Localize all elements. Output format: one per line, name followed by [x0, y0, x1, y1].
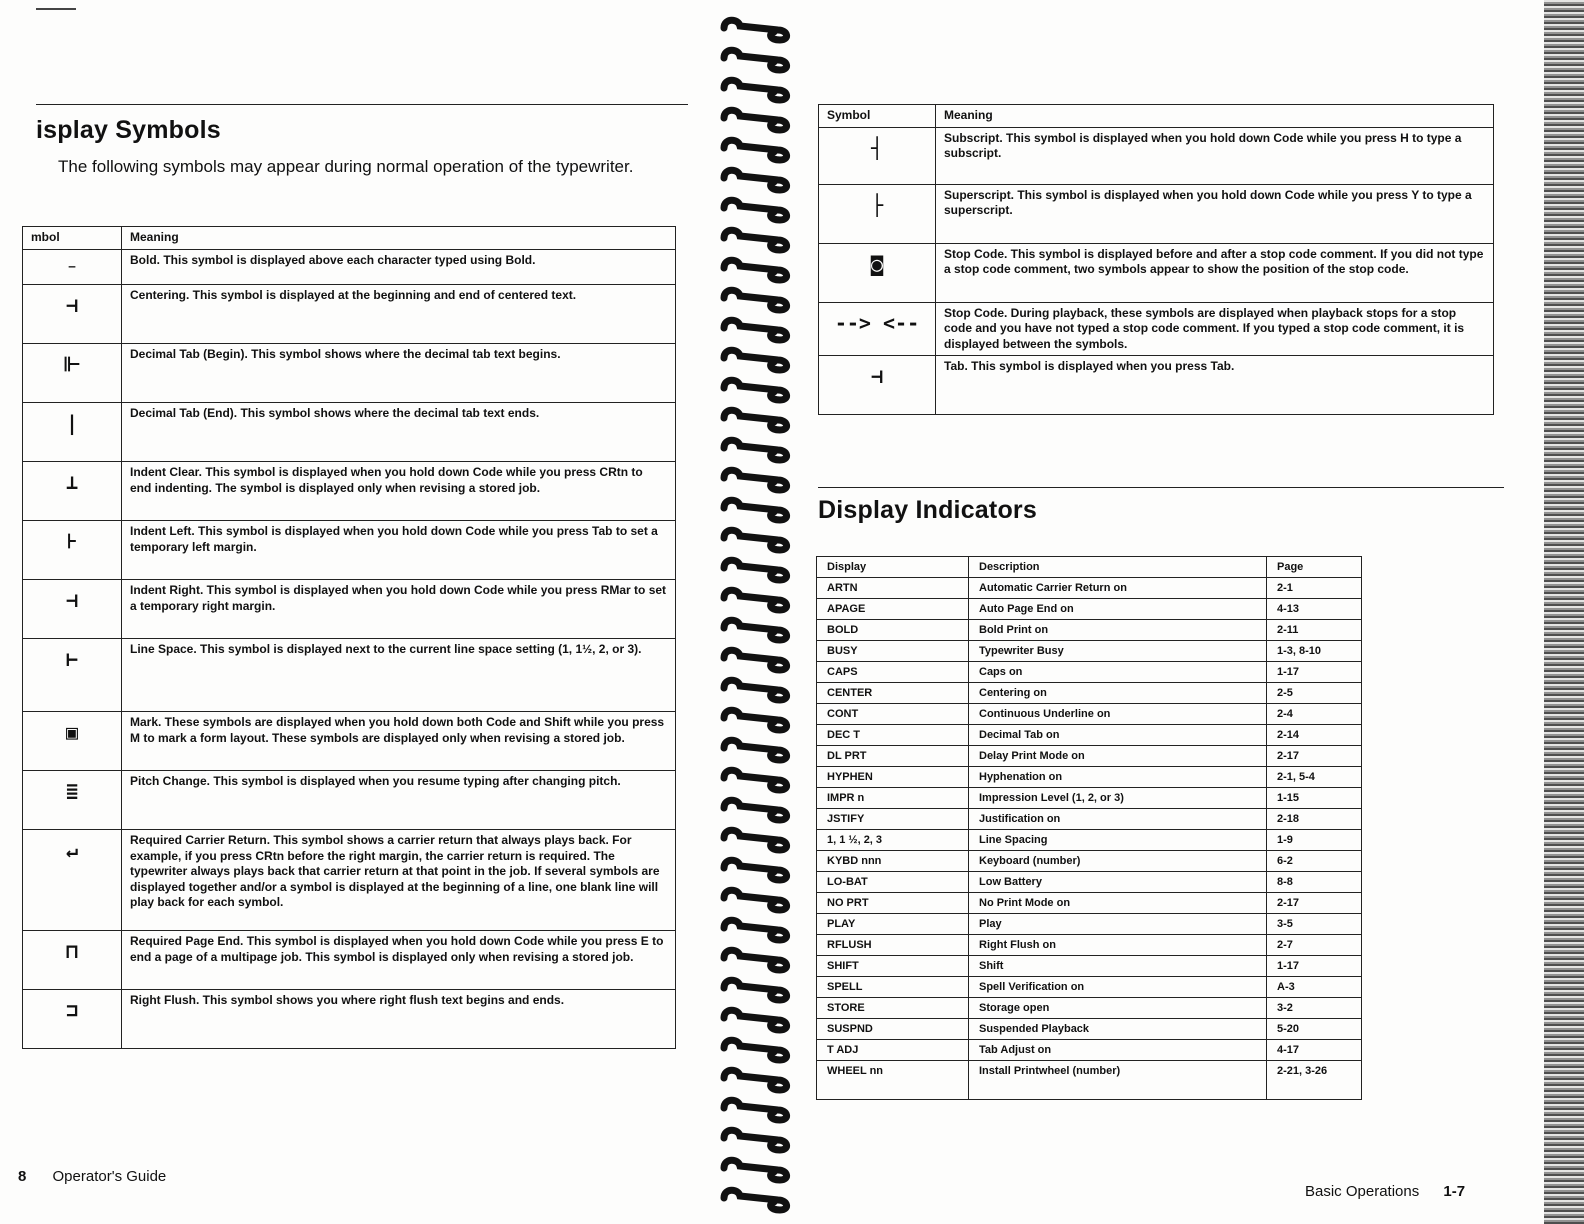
heading-rule: [36, 104, 688, 105]
table-row: [23, 931, 676, 990]
table-row: [817, 956, 1362, 977]
column-header-symbol: Symbol: [819, 105, 936, 128]
symbol-cell: [819, 127, 936, 184]
binding-ring: [718, 104, 794, 134]
indicators-table-body: [817, 578, 1362, 1100]
description-cell: Continuous Underline on: [969, 704, 1267, 725]
meaning-cell: Tab. This symbol is displayed when you press Tab.: [936, 356, 1494, 415]
table-row: [23, 344, 676, 403]
table-row: [817, 1019, 1362, 1040]
symbol-cell: [819, 243, 936, 302]
display-symbol-icon: ⊥: [65, 470, 79, 494]
page-ref-cell: 2-14: [1267, 725, 1362, 746]
display-code-cell: SHIFT: [817, 956, 969, 977]
binding-ring: [718, 254, 794, 284]
display-symbol-icon: ┤: [870, 135, 884, 160]
meaning-cell: Mark. These symbols are displayed when you hold down both Code and Shift while you press M to mark a form layout. These symbols are displayed only when revising a stored job.: [122, 712, 676, 771]
table-header-row: [817, 557, 1362, 578]
display-code-cell: RFLUSH: [817, 935, 969, 956]
description-cell: Bold Print on: [969, 620, 1267, 641]
table-row: [817, 641, 1362, 662]
page-ref-cell: 4-13: [1267, 599, 1362, 620]
meaning-cell: Indent Clear. This symbol is displayed when you hold down Code while you press CRtn to end indenting. The symbol is displayed only when revising a stored job.: [122, 462, 676, 521]
symbol-cell: [23, 712, 122, 771]
display-code-cell: STORE: [817, 998, 969, 1019]
left-page: [0, 0, 700, 1224]
binding-ring: [718, 674, 794, 704]
symbol-cell: [23, 639, 122, 712]
table-row: [817, 872, 1362, 893]
binding-ring: [718, 494, 794, 524]
binding-ring: [718, 404, 794, 434]
symbols-table-body: [23, 249, 676, 1049]
display-code-cell: BUSY: [817, 641, 969, 662]
description-cell: Decimal Tab on: [969, 725, 1267, 746]
page-ref-cell: 3-2: [1267, 998, 1362, 1019]
display-code-cell: PLAY: [817, 914, 969, 935]
page-ref-cell: 2-21, 3-26: [1267, 1061, 1362, 1100]
description-cell: Centering on: [969, 683, 1267, 704]
binding-ring: [718, 1124, 794, 1154]
meaning-cell: Decimal Tab (Begin). This symbol shows where the decimal tab text begins.: [122, 344, 676, 403]
meaning-cell: Indent Right. This symbol is displayed when you hold down Code while you press RMar to set a temporary right margin.: [122, 580, 676, 639]
meaning-cell: Right Flush. This symbol shows you where right flush text begins and ends.: [122, 990, 676, 1049]
table-row: [817, 1040, 1362, 1061]
description-cell: Tab Adjust on: [969, 1040, 1267, 1061]
binding-ring: [718, 374, 794, 404]
display-symbol-icon: ↵: [65, 838, 79, 862]
binding-ring: [718, 344, 794, 374]
table-row: [817, 893, 1362, 914]
page-ref-cell: 2-1, 5-4: [1267, 767, 1362, 788]
symbol-cell: [23, 249, 122, 285]
table-row: [817, 746, 1362, 767]
spiral-binding: [712, 0, 802, 1224]
description-cell: Shift: [969, 956, 1267, 977]
binding-ring: [718, 1094, 794, 1124]
column-header-meaning: Meaning: [936, 105, 1494, 128]
table-row: [817, 578, 1362, 599]
meaning-cell: Indent Left. This symbol is displayed when you hold down Code while you press Tab to set a temporary left margin.: [122, 521, 676, 580]
table-row: [817, 725, 1362, 746]
binding-ring: [718, 524, 794, 554]
symbol-cell: [23, 521, 122, 580]
display-symbol-icon: ≣: [65, 779, 79, 803]
table-row: [23, 521, 676, 580]
display-symbol-icon: ⊣: [65, 588, 79, 612]
binding-ring: [718, 944, 794, 974]
binding-ring: [718, 824, 794, 854]
page-ref-cell: 4-17: [1267, 1040, 1362, 1061]
description-cell: Keyboard (number): [969, 851, 1267, 872]
display-code-cell: JSTIFY: [817, 809, 969, 830]
description-cell: Right Flush on: [969, 935, 1267, 956]
symbol-cell: [23, 285, 122, 344]
page-title: isplay Symbols: [36, 116, 221, 144]
display-symbol-icon: ⊣: [870, 364, 884, 388]
description-cell: Storage open: [969, 998, 1267, 1019]
table-row: [817, 620, 1362, 641]
page-ref-cell: 1-9: [1267, 830, 1362, 851]
binding-ring: [718, 1064, 794, 1094]
display-code-cell: DEC T: [817, 725, 969, 746]
table-row: [817, 704, 1362, 725]
description-cell: Hyphenation on: [969, 767, 1267, 788]
page-ref-cell: 2-17: [1267, 746, 1362, 767]
meaning-cell: Superscript. This symbol is displayed when you hold down Code while you press Y to type a superscript.: [936, 184, 1494, 243]
display-symbol-icon: ⊢: [65, 647, 79, 671]
display-symbol-icon: --> <--: [834, 310, 920, 335]
right-page: [800, 0, 1584, 1224]
symbol-cell: [23, 931, 122, 990]
display-code-cell: ARTN: [817, 578, 969, 599]
table-row: [23, 639, 676, 712]
binding-ring: [718, 704, 794, 734]
symbol-cell: [819, 302, 936, 356]
binding-ring: [718, 164, 794, 194]
binding-ring: [718, 284, 794, 314]
table-row: [23, 712, 676, 771]
description-cell: No Print Mode on: [969, 893, 1267, 914]
table-row: [817, 662, 1362, 683]
display-code-cell: HYPHEN: [817, 767, 969, 788]
table-row: [23, 403, 676, 462]
page-ref-cell: 2-11: [1267, 620, 1362, 641]
symbol-cell: [23, 771, 122, 830]
binding-ring: [718, 1154, 794, 1184]
display-symbol-icon: ⊦: [66, 529, 78, 553]
column-header-display: Display: [817, 557, 969, 578]
page-ref-cell: 2-7: [1267, 935, 1362, 956]
description-cell: Impression Level (1, 2, or 3): [969, 788, 1267, 809]
meaning-cell: Stop Code. During playback, these symbols are displayed when playback stops for a stop code and you have not typed a stop code comment. If you typed a stop code comment, it is displayed between the symbols.: [936, 302, 1494, 356]
description-cell: Delay Print Mode on: [969, 746, 1267, 767]
meaning-cell: Required Page End. This symbol is displayed when you hold down Code while you press E to end a page of a multipage job. This symbol is displayed only when revising a stored job.: [122, 931, 676, 990]
description-cell: Auto Page End on: [969, 599, 1267, 620]
table-row: [819, 127, 1494, 184]
page-ref-cell: 2-17: [1267, 893, 1362, 914]
binding-ring: [718, 1004, 794, 1034]
table-row: [817, 914, 1362, 935]
table-row: [817, 851, 1362, 872]
description-cell: Suspended Playback: [969, 1019, 1267, 1040]
display-symbol-icon: ⁻: [65, 257, 79, 282]
meaning-cell: Pitch Change. This symbol is displayed when you resume typing after changing pitch.: [122, 771, 676, 830]
binding-ring: [718, 794, 794, 824]
footer-page-number: 1-7: [1443, 1183, 1466, 1200]
page-ref-cell: 2-4: [1267, 704, 1362, 725]
display-symbol-icon: ⊩: [63, 352, 81, 376]
page-ref-cell: 1-17: [1267, 662, 1362, 683]
display-symbol-icon: ⊓: [65, 939, 79, 963]
description-cell: Typewriter Busy: [969, 641, 1267, 662]
page-ref-cell: 5-20: [1267, 1019, 1362, 1040]
display-code-cell: SUSPND: [817, 1019, 969, 1040]
binding-ring: [718, 134, 794, 164]
display-code-cell: WHEEL nn: [817, 1061, 969, 1100]
symbol-cell: [23, 403, 122, 462]
page-ref-cell: 8-8: [1267, 872, 1362, 893]
table-row: [23, 830, 676, 931]
column-header-symbol: mbol: [23, 227, 122, 250]
description-cell: Caps on: [969, 662, 1267, 683]
symbol-cell: [23, 462, 122, 521]
table-row: [817, 830, 1362, 851]
description-cell: Install Printwheel (number): [969, 1061, 1267, 1100]
table-row: [817, 599, 1362, 620]
indicators-heading: Display Indicators: [818, 496, 1037, 524]
table-row: [817, 998, 1362, 1019]
table-row: [23, 462, 676, 521]
display-symbol-icon: |: [65, 411, 79, 435]
page-ref-cell: 2-5: [1267, 683, 1362, 704]
display-symbol-icon: ◙: [870, 251, 884, 276]
description-cell: Low Battery: [969, 872, 1267, 893]
footer-left: [18, 1168, 166, 1185]
symbol-cell: [819, 184, 936, 243]
binding-ring: [718, 644, 794, 674]
display-code-cell: T ADJ: [817, 1040, 969, 1061]
display-code-cell: NO PRT: [817, 893, 969, 914]
meaning-cell: Line Space. This symbol is displayed next to the current line space setting (1, 1½, 2, or 3).: [122, 639, 676, 712]
page-ref-cell: 2-18: [1267, 809, 1362, 830]
footer-section-title: Basic Operations: [1305, 1183, 1420, 1200]
description-cell: Automatic Carrier Return on: [969, 578, 1267, 599]
display-code-cell: KYBD nnn: [817, 851, 969, 872]
binding-ring: [718, 884, 794, 914]
table-row: [23, 249, 676, 285]
display-code-cell: SPELL: [817, 977, 969, 998]
binding-ring: [718, 14, 794, 44]
column-header-description: Description: [969, 557, 1267, 578]
symbols-table: [22, 226, 676, 1049]
table-row: [817, 788, 1362, 809]
binding-ring: [718, 314, 794, 344]
description-cell: Line Spacing: [969, 830, 1267, 851]
table-row: [817, 1061, 1362, 1100]
table-row: [817, 977, 1362, 998]
binding-ring: [718, 434, 794, 464]
table-row: [817, 683, 1362, 704]
page-ref-cell: A-3: [1267, 977, 1362, 998]
indicators-heading-rule: [818, 487, 1504, 488]
display-code-cell: BOLD: [817, 620, 969, 641]
meaning-cell: Decimal Tab (End). This symbol shows where the decimal tab text ends.: [122, 403, 676, 462]
page-ref-cell: 3-5: [1267, 914, 1362, 935]
display-code-cell: LO-BAT: [817, 872, 969, 893]
display-code-cell: CAPS: [817, 662, 969, 683]
footer-page-number: 8: [18, 1168, 27, 1185]
table-header-row: [23, 227, 676, 250]
table-row: [819, 243, 1494, 302]
table-row: [23, 990, 676, 1049]
symbols-table-continued-body: [819, 127, 1494, 415]
meaning-cell: Bold. This symbol is displayed above each character typed using Bold.: [122, 249, 676, 285]
binding-ring: [718, 974, 794, 1004]
display-symbol-icon: ▣: [65, 720, 79, 744]
display-code-cell: DL PRT: [817, 746, 969, 767]
binding-ring: [718, 614, 794, 644]
symbol-cell: [23, 830, 122, 931]
page-ref-cell: 1-3, 8-10: [1267, 641, 1362, 662]
display-code-cell: APAGE: [817, 599, 969, 620]
display-code-cell: CONT: [817, 704, 969, 725]
display-symbol-icon: ├: [870, 192, 884, 217]
table-header-row: [819, 105, 1494, 128]
page-ref-cell: 1-17: [1267, 956, 1362, 977]
description-cell: Spell Verification on: [969, 977, 1267, 998]
meaning-cell: Subscript. This symbol is displayed when you hold down Code while you press H to type a subscript.: [936, 127, 1494, 184]
table-row: [23, 771, 676, 830]
page-ref-cell: 6-2: [1267, 851, 1362, 872]
binding-ring: [718, 764, 794, 794]
footer-guide-title: Operator's Guide: [52, 1168, 167, 1185]
footer-right: [1305, 1183, 1465, 1200]
binding-ring: [718, 584, 794, 614]
table-row: [23, 285, 676, 344]
meaning-cell: Required Carrier Return. This symbol shows a carrier return that always plays back. For example, if you press CRtn before the right margin, the carrier return is required. The typewriter always plays back that carrier return at that point in the job. If several symbols are displayed together and/or a symbol is displayed at the beginning of a line, one blank line will play back for each symbol.: [122, 830, 676, 931]
symbol-cell: [819, 356, 936, 415]
scanned-page-edge: [1544, 0, 1584, 1224]
display-symbol-icon: ⊐: [65, 998, 79, 1022]
page-ref-cell: 2-1: [1267, 578, 1362, 599]
table-row: [817, 935, 1362, 956]
binding-ring: [718, 1034, 794, 1064]
binding-ring: [718, 44, 794, 74]
binding-ring: [718, 194, 794, 224]
column-header-meaning: Meaning: [122, 227, 676, 250]
symbol-cell: [23, 990, 122, 1049]
symbols-table-continued: [818, 104, 1494, 415]
intro-text: The following symbols may appear during normal operation of the typewriter.: [58, 157, 634, 176]
table-row: [817, 767, 1362, 788]
binding-ring: [718, 464, 794, 494]
meaning-cell: Centering. This symbol is displayed at the beginning and end of centered text.: [122, 285, 676, 344]
symbol-cell: [23, 344, 122, 403]
display-symbol-icon: ⊣: [65, 293, 79, 317]
table-row: [817, 809, 1362, 830]
column-header-page: Page: [1267, 557, 1362, 578]
binding-ring: [718, 224, 794, 254]
description-cell: Justification on: [969, 809, 1267, 830]
display-code-cell: IMPR n: [817, 788, 969, 809]
symbol-cell: [23, 580, 122, 639]
binding-ring: [718, 854, 794, 884]
binding-ring: [718, 74, 794, 104]
binding-ring: [718, 734, 794, 764]
indicators-table: [816, 556, 1362, 1100]
binding-ring: [718, 554, 794, 584]
page-ref-cell: 1-15: [1267, 788, 1362, 809]
binding-ring: [718, 914, 794, 944]
table-row: [23, 580, 676, 639]
table-row: [819, 302, 1494, 356]
binding-ring: [718, 1184, 794, 1214]
table-row: [819, 184, 1494, 243]
description-cell: Play: [969, 914, 1267, 935]
meaning-cell: Stop Code. This symbol is displayed before and after a stop code comment. If you did not type a stop code comment, two symbols appear to show the position of the stop code.: [936, 243, 1494, 302]
display-code-cell: 1, 1 ½, 2, 3: [817, 830, 969, 851]
display-code-cell: CENTER: [817, 683, 969, 704]
table-row: [819, 356, 1494, 415]
